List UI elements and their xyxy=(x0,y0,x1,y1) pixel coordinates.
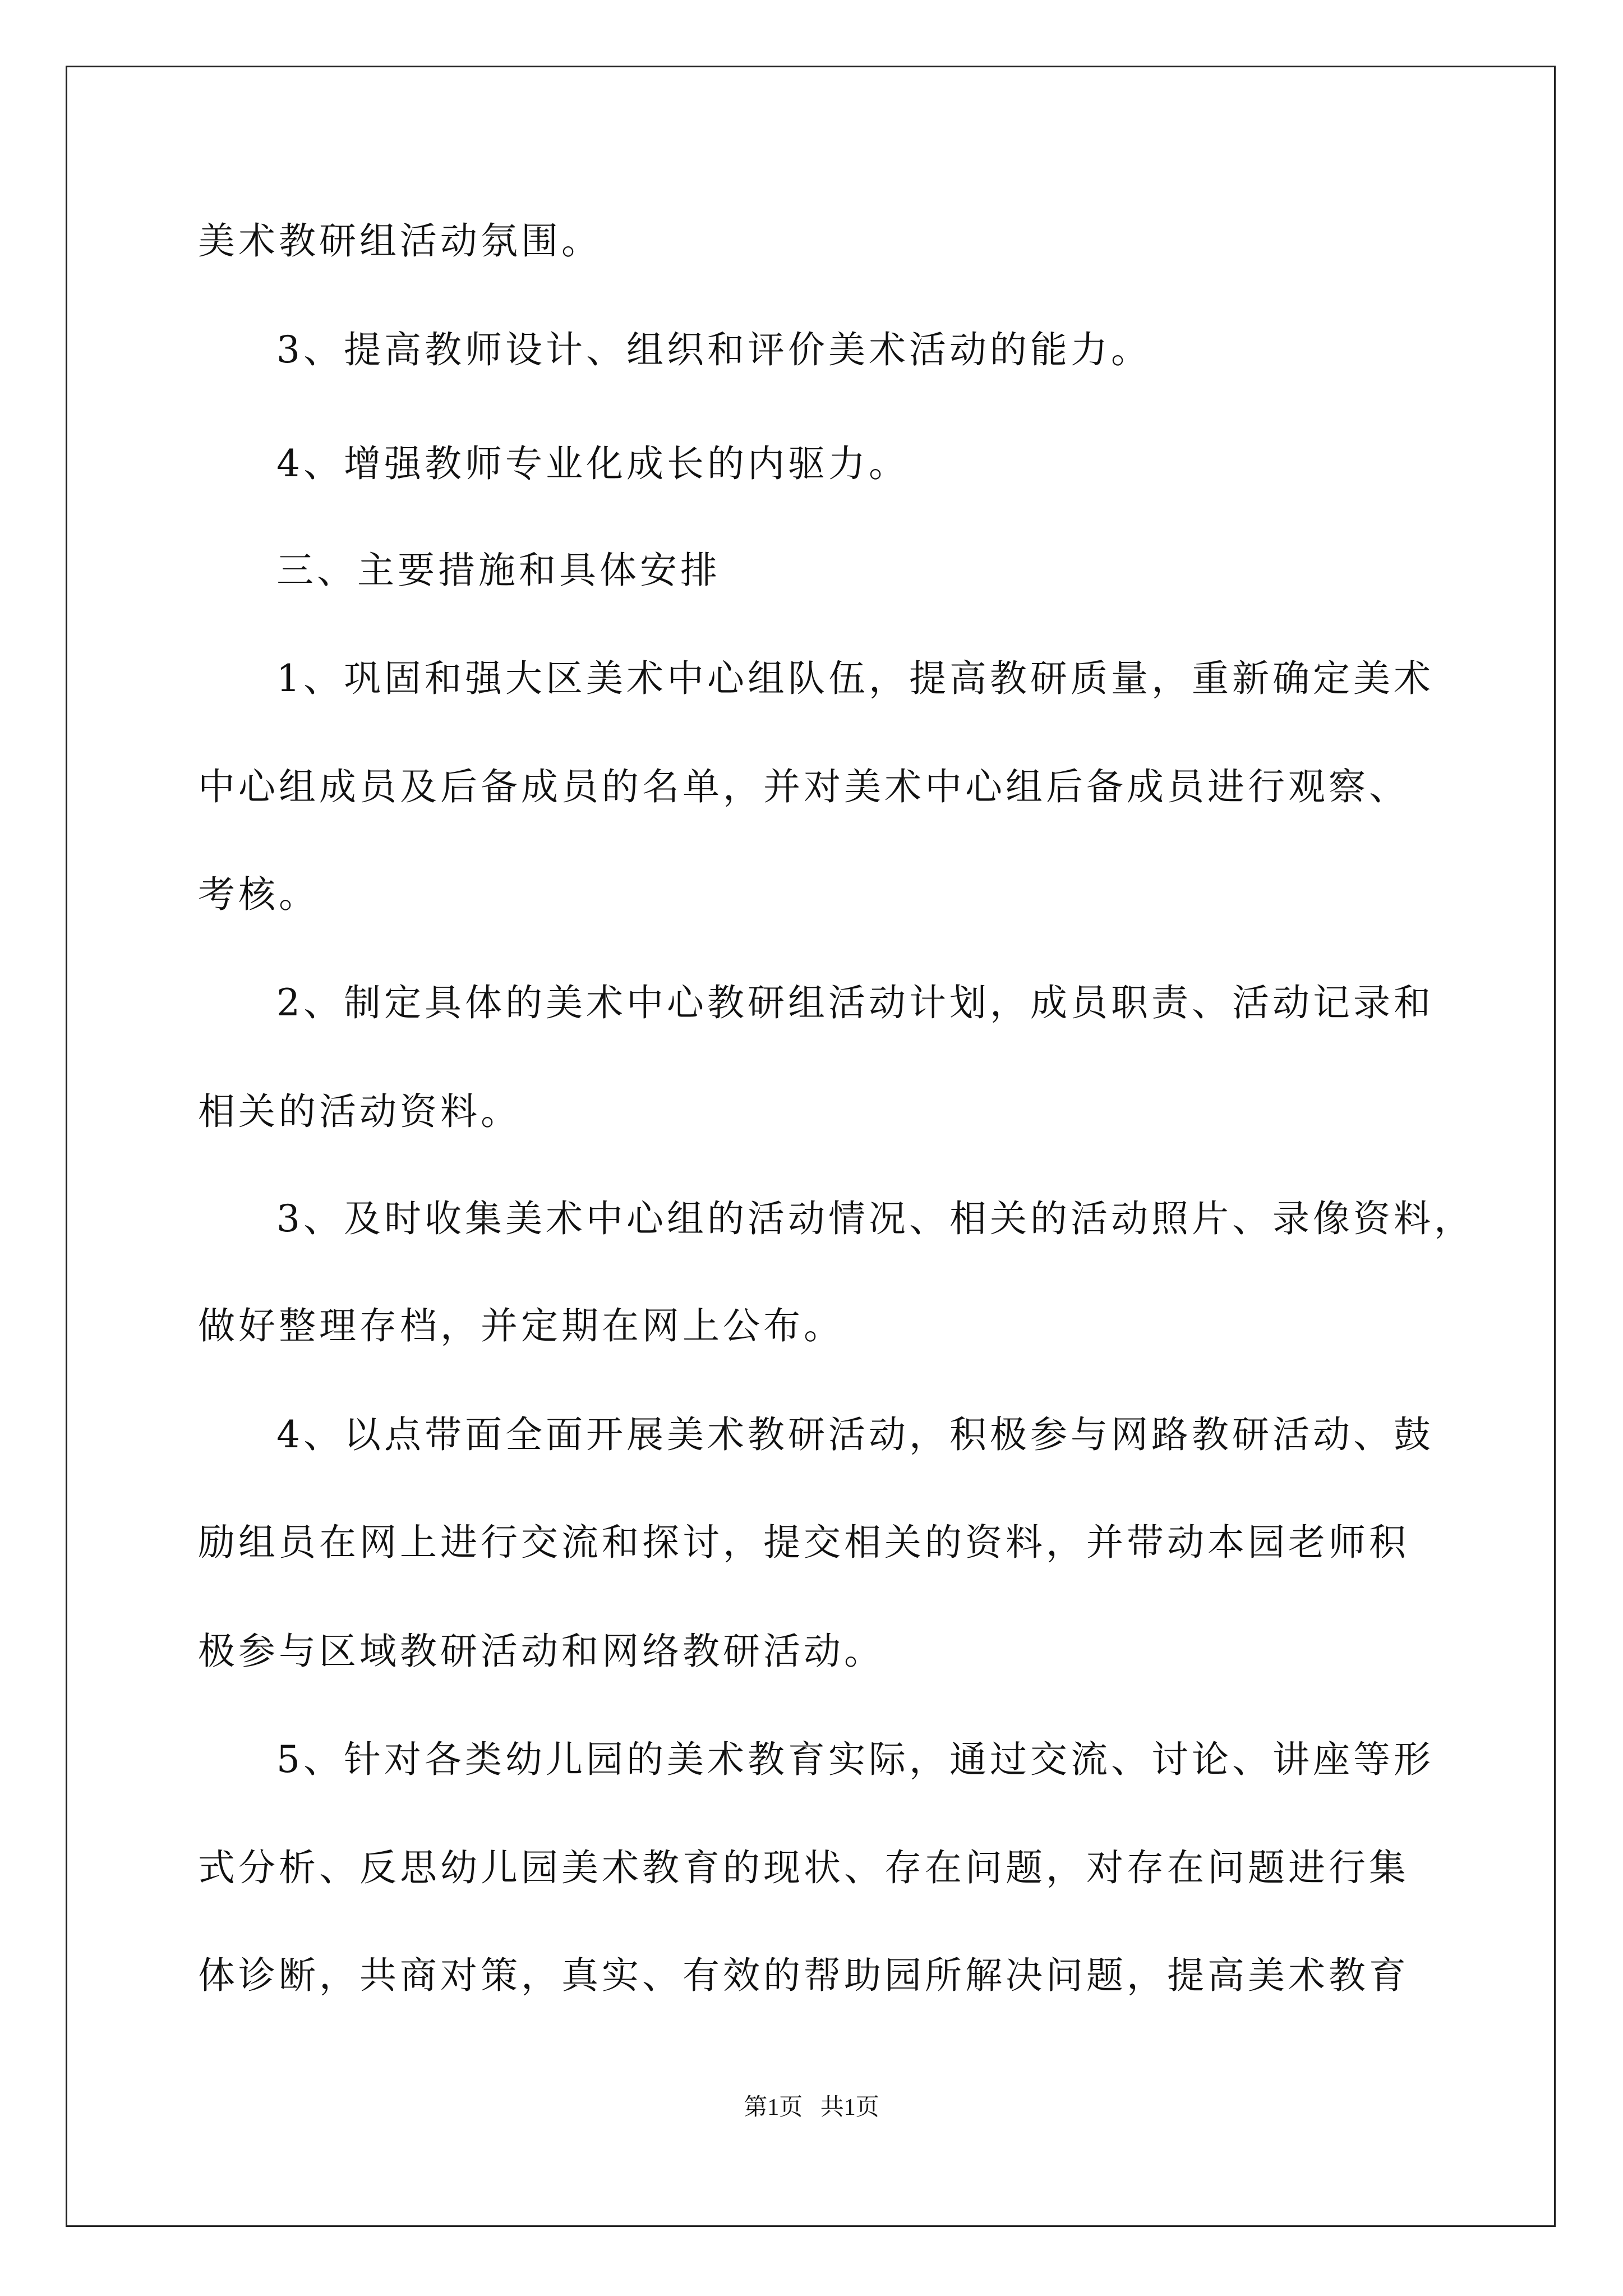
text-line-7: 考核。 xyxy=(198,873,319,916)
text-line-14: 极参与区域教研活动和网络教研活动。 xyxy=(198,1630,884,1673)
text-line-15: 5、针对各类幼儿园的美术教育实际，通过交流、讨论、讲座等形 xyxy=(276,1738,1434,1781)
section-heading: 三、主要措施和具体安排 xyxy=(276,549,721,592)
text-line-17: 体诊断，共商对策，真实、有效的帮助园所解决问题，提高美术教育 xyxy=(198,1954,1409,1997)
text-line-10: 3、及时收集美术中心组的活动情况、相关的活动照片、录像资料， xyxy=(276,1197,1474,1240)
text-line-13: 励组员在网上进行交流和探讨，提交相关的资料，并带动本园老师积 xyxy=(198,1521,1409,1564)
text-line-11: 做好整理存档，并定期在网上公布。 xyxy=(198,1304,844,1347)
text-line-3: 4、增强教师专业化成长的内驱力。 xyxy=(276,442,909,485)
text-line-2: 3、提高教师设计、组织和评价美术活动的能力。 xyxy=(276,328,1151,371)
text-line-1: 美术教研组活动氛围。 xyxy=(198,219,602,263)
text-line-12: 4、以点带面全面开展美术教研活动，积极参与网路教研活动、鼓 xyxy=(276,1413,1434,1456)
page-footer: 第1页 共1页 xyxy=(744,2095,879,2120)
text-line-5: 1、巩固和强大区美术中心组队伍，提高教研质量，重新确定美术 xyxy=(276,657,1434,700)
page-border xyxy=(66,66,1556,2227)
text-line-16: 式分析、反思幼儿园美术教育的现状、存在问题，对存在问题进行集 xyxy=(198,1846,1409,1889)
text-line-8: 2、制定具体的美术中心教研组活动计划，成员职责、活动记录和 xyxy=(276,981,1434,1024)
text-line-9: 相关的活动资料。 xyxy=(198,1090,521,1133)
text-line-6: 中心组成员及后备成员的名单，并对美术中心组后备成员进行观察、 xyxy=(198,765,1409,808)
